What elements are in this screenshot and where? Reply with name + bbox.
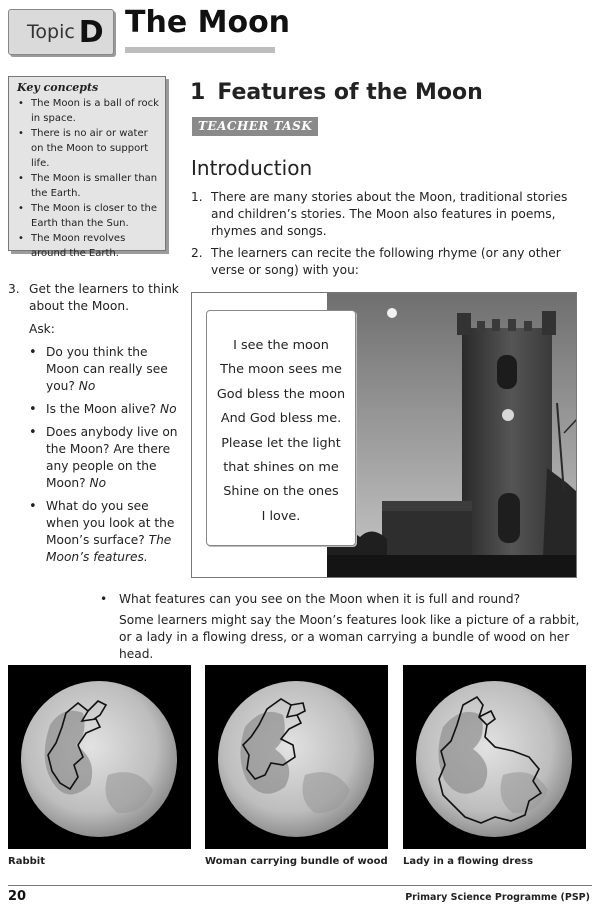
page-number: 20 <box>8 889 27 904</box>
question-item <box>29 344 180 395</box>
topic-label: Topic <box>27 21 75 43</box>
title-underline <box>125 47 275 53</box>
key-concept-item: • The Moon is smaller than the Earth. <box>17 171 159 201</box>
rhyme-line: The moon sees me <box>220 362 342 378</box>
footer-title: Primary Science Programme (PSP) <box>405 892 590 903</box>
key-concept-item: • The Moon is closer to the Earth than the Sun. <box>17 201 159 231</box>
question-item <box>29 401 180 418</box>
key-concepts-heading: Key concepts <box>17 81 99 94</box>
item-text: There are many stories about the Moon, traditional stories and children’s stories. The Moon also features in poems, rhymes and songs. <box>211 190 568 238</box>
features-question-text: • What features can you see on the Moon when it is full and round? <box>100 591 590 608</box>
question-text: What do you see when you look at the Moon’s surface? <box>46 499 175 547</box>
features-question <box>100 591 590 663</box>
rhyme-box <box>206 310 356 546</box>
item-text: The learners can recite the following rhyme (or any other verse or song) with you: <box>211 246 561 277</box>
moon-image-lady-dress <box>403 665 586 849</box>
ask-label: Ask: <box>29 322 55 336</box>
item-number: 3. <box>8 282 20 296</box>
page-title: The Moon <box>125 5 291 40</box>
answer-text: The Moon’s features. <box>46 533 172 564</box>
rhyme-line: And God bless me. <box>220 411 342 427</box>
moon-image-rabbit <box>8 665 191 849</box>
list-item <box>8 281 180 315</box>
rhyme-line: that shines on me <box>223 460 339 476</box>
topic-tab <box>8 9 114 55</box>
rhyme-line: God bless the moon <box>216 386 346 402</box>
question-text: Do you think the Moon can really see you? <box>46 345 168 393</box>
section-title <box>190 80 483 105</box>
section-number: 1 <box>190 80 206 105</box>
answer-text: No <box>78 379 96 393</box>
key-concept-item: • The Moon is a ball of rock in space. <box>17 96 159 126</box>
features-answer-text: Some learners might say the Moon’s features look like a picture of a rabbit, or a lady in a flowing dress, or a woman carrying a bundle of wood on her head. <box>119 613 580 661</box>
moon-image-woman-wood <box>205 665 388 849</box>
footer-rule <box>8 885 592 886</box>
teacher-task-badge: TEACHER TASK <box>192 117 318 136</box>
item-number: 1. <box>191 190 203 204</box>
answer-text: No <box>89 476 107 490</box>
introduction-heading: Introduction <box>191 156 313 180</box>
key-concepts-box <box>8 76 166 259</box>
section-title-text: Features of the Moon <box>217 80 483 105</box>
question-text: Does anybody live on the Moon? Are there any people on the Moon? <box>46 425 178 490</box>
rhyme-line: Please let the light <box>221 435 341 451</box>
item-text: Get the learners to think about the Moon. <box>29 282 179 313</box>
question-text: Is the Moon alive? <box>46 402 157 416</box>
rhyme-line: I see the moon <box>233 338 329 353</box>
question-block <box>8 281 180 572</box>
moon-caption: Woman carrying bundle of wood <box>205 856 388 867</box>
introduction-list <box>191 189 591 284</box>
key-concepts-list <box>17 96 159 261</box>
question-item <box>29 498 180 566</box>
moon-caption: Lady in a flowing dress <box>403 856 534 867</box>
key-concept-item: • The Moon revolves around the Earth. <box>17 231 159 261</box>
item-number: 2. <box>191 246 203 260</box>
moon-caption: Rabbit <box>8 856 45 867</box>
answer-text: No <box>160 402 177 416</box>
question-list <box>29 344 180 566</box>
rhyme-line: Shine on the ones <box>223 484 339 500</box>
list-item <box>191 245 591 279</box>
topic-letter: D <box>78 14 104 50</box>
rhyme-line: I love. <box>261 508 301 524</box>
list-item <box>191 189 591 240</box>
question-item <box>29 424 180 492</box>
key-concept-item: • There is no air or water on the Moon to support life. <box>17 126 159 171</box>
